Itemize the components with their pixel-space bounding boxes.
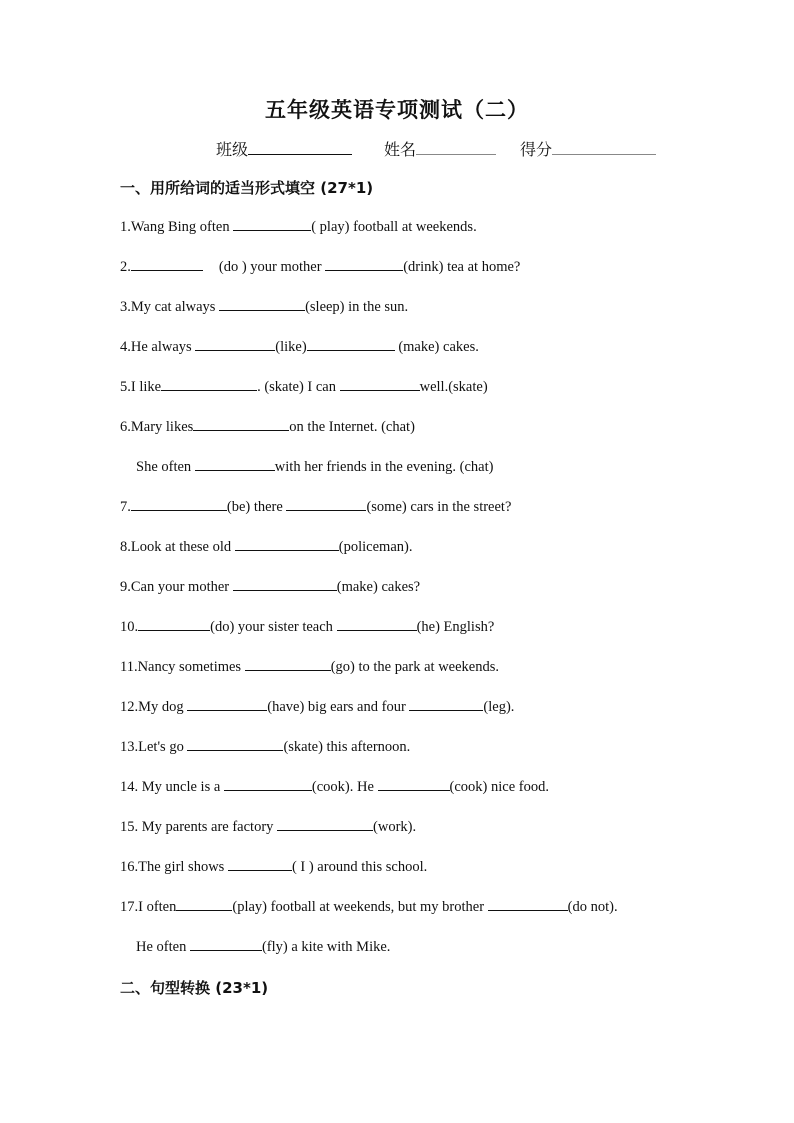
q6b-blank[interactable] [195, 457, 275, 471]
q17b-text: He often [136, 939, 190, 955]
q17-blank-1[interactable] [176, 897, 232, 911]
q1-text: 1.Wang Bing often [120, 219, 234, 235]
q16-text: 16.The girl shows [120, 859, 228, 875]
q5-blank-2[interactable] [340, 377, 420, 391]
q12-text-3: (leg). [483, 699, 515, 715]
q4-blank-1[interactable] [195, 337, 275, 351]
q9-text-2: (make) cakes? [336, 579, 421, 595]
q10-text-3: (he) English? [416, 619, 495, 635]
q6b-text-2: with her friends in the evening. (chat) [274, 459, 494, 475]
q6-text-2: on the Internet. (chat) [289, 419, 415, 435]
q6-text: 6.Mary likes [120, 419, 194, 435]
q14-blank-1[interactable] [224, 777, 312, 791]
q3-blank[interactable] [219, 297, 305, 311]
q16-blank[interactable] [228, 857, 292, 871]
q13-text-2: (skate) this afternoon. [283, 739, 411, 755]
q13-text: 13.Let's go [120, 739, 188, 755]
question-17 [120, 897, 618, 917]
q10-text: 10. [120, 619, 139, 635]
q10-text-2: (do) your sister teach [210, 619, 337, 635]
q17-text-2: (play) football at weekends, but my brother [232, 899, 488, 915]
question-6b [136, 457, 493, 477]
question-8 [120, 537, 412, 557]
name-blank[interactable] [416, 140, 496, 155]
q17-text-3: (do not). [567, 899, 618, 915]
q3-text-2: (sleep) in the sun. [305, 299, 409, 315]
q17-text: 17.I often [120, 899, 177, 915]
q15-text-2: (work). [373, 819, 417, 835]
q17b-blank[interactable] [190, 937, 262, 951]
question-3 [120, 297, 408, 317]
q8-blank[interactable] [235, 537, 339, 551]
q12-blank-1[interactable] [187, 697, 267, 711]
q14-text: 14. My uncle is a [120, 779, 224, 795]
q15-blank[interactable] [277, 817, 373, 831]
question-10 [120, 617, 494, 637]
name-field [384, 137, 496, 160]
question-16 [120, 857, 427, 877]
q14-text-2: (cook). He [311, 779, 378, 795]
q6b-text: She often [136, 459, 195, 475]
q12-text-2: (have) big ears and four [267, 699, 410, 715]
question-5 [120, 377, 488, 397]
question-12 [120, 697, 514, 717]
q1-text-2: ( play) football at weekends. [311, 219, 477, 235]
q14-text-3: (cook) nice food. [449, 779, 549, 795]
q5-text-3: well.(skate) [419, 379, 488, 395]
question-13 [120, 737, 410, 757]
q12-blank-2[interactable] [409, 697, 483, 711]
q4-text-3: (make) cakes. [394, 339, 479, 355]
class-blank[interactable] [248, 140, 352, 155]
class-label: 班级 [216, 140, 249, 159]
question-7 [120, 497, 511, 517]
section-2-points: (23*1) [215, 979, 269, 997]
q7-blank-2[interactable] [286, 497, 366, 511]
q17b-text-2: (fly) a kite with Mike. [261, 939, 391, 955]
score-label: 得分 [520, 140, 553, 159]
question-6 [120, 417, 415, 437]
score-blank[interactable] [552, 140, 656, 155]
q15-text: 15. My parents are factory [120, 819, 278, 835]
q5-text-2: . (skate) I can [257, 379, 340, 395]
q11-text: 11.Nancy sometimes [120, 659, 245, 675]
q2-text-2: (do ) your mother [218, 259, 326, 275]
section-1-title: 一、用所给词的适当形式填空 [120, 179, 316, 197]
q1-blank[interactable] [233, 217, 311, 231]
q7-text-3: (some) cars in the street? [366, 499, 512, 515]
question-15 [120, 817, 416, 837]
q5-text: 5.I like [120, 379, 162, 395]
name-label: 姓名 [384, 140, 417, 159]
q12-text: 12.My dog [120, 699, 188, 715]
question-4 [120, 337, 479, 357]
q10-blank-1[interactable] [138, 617, 210, 631]
question-2 [120, 257, 520, 277]
q4-text-2: (like) [275, 339, 307, 355]
question-9 [120, 577, 420, 597]
q2-blank-2[interactable] [325, 257, 403, 271]
q9-text: 9.Can your mother [120, 579, 233, 595]
question-11 [120, 657, 499, 677]
q9-blank[interactable] [233, 577, 337, 591]
q7-text-2: (be) there [226, 499, 287, 515]
q11-text-2: (go) to the park at weekends. [330, 659, 500, 675]
q7-text: 7. [120, 499, 131, 515]
q13-blank[interactable] [187, 737, 283, 751]
question-17b [136, 937, 390, 957]
section-2-heading [120, 977, 268, 998]
class-field [216, 137, 352, 160]
question-1 [120, 217, 477, 237]
question-14 [120, 777, 549, 797]
q4-blank-2[interactable] [307, 337, 395, 351]
q5-blank-1[interactable] [161, 377, 257, 391]
q17-blank-2[interactable] [488, 897, 568, 911]
q7-blank-1[interactable] [131, 497, 227, 511]
score-field [520, 137, 656, 160]
section-1-points: (27*1) [320, 179, 374, 197]
q2-blank-1[interactable] [131, 257, 203, 271]
q16-text-2: ( I ) around this school. [291, 859, 428, 875]
q8-text-2: (policeman). [338, 539, 413, 555]
q2-text: 2. [120, 259, 131, 275]
q6-blank[interactable] [193, 417, 289, 431]
section-1-heading [120, 177, 373, 198]
q10-blank-2[interactable] [337, 617, 417, 631]
page-title: 五年级英语专项测试（二） [265, 98, 529, 122]
q2-text-3: (drink) tea at home? [403, 259, 521, 275]
section-2-title: 二、句型转换 [120, 979, 211, 997]
q8-text: 8.Look at these old [120, 539, 235, 555]
q4-text: 4.He always [120, 339, 196, 355]
q3-text: 3.My cat always [120, 299, 220, 315]
q11-blank[interactable] [245, 657, 331, 671]
q14-blank-2[interactable] [378, 777, 450, 791]
